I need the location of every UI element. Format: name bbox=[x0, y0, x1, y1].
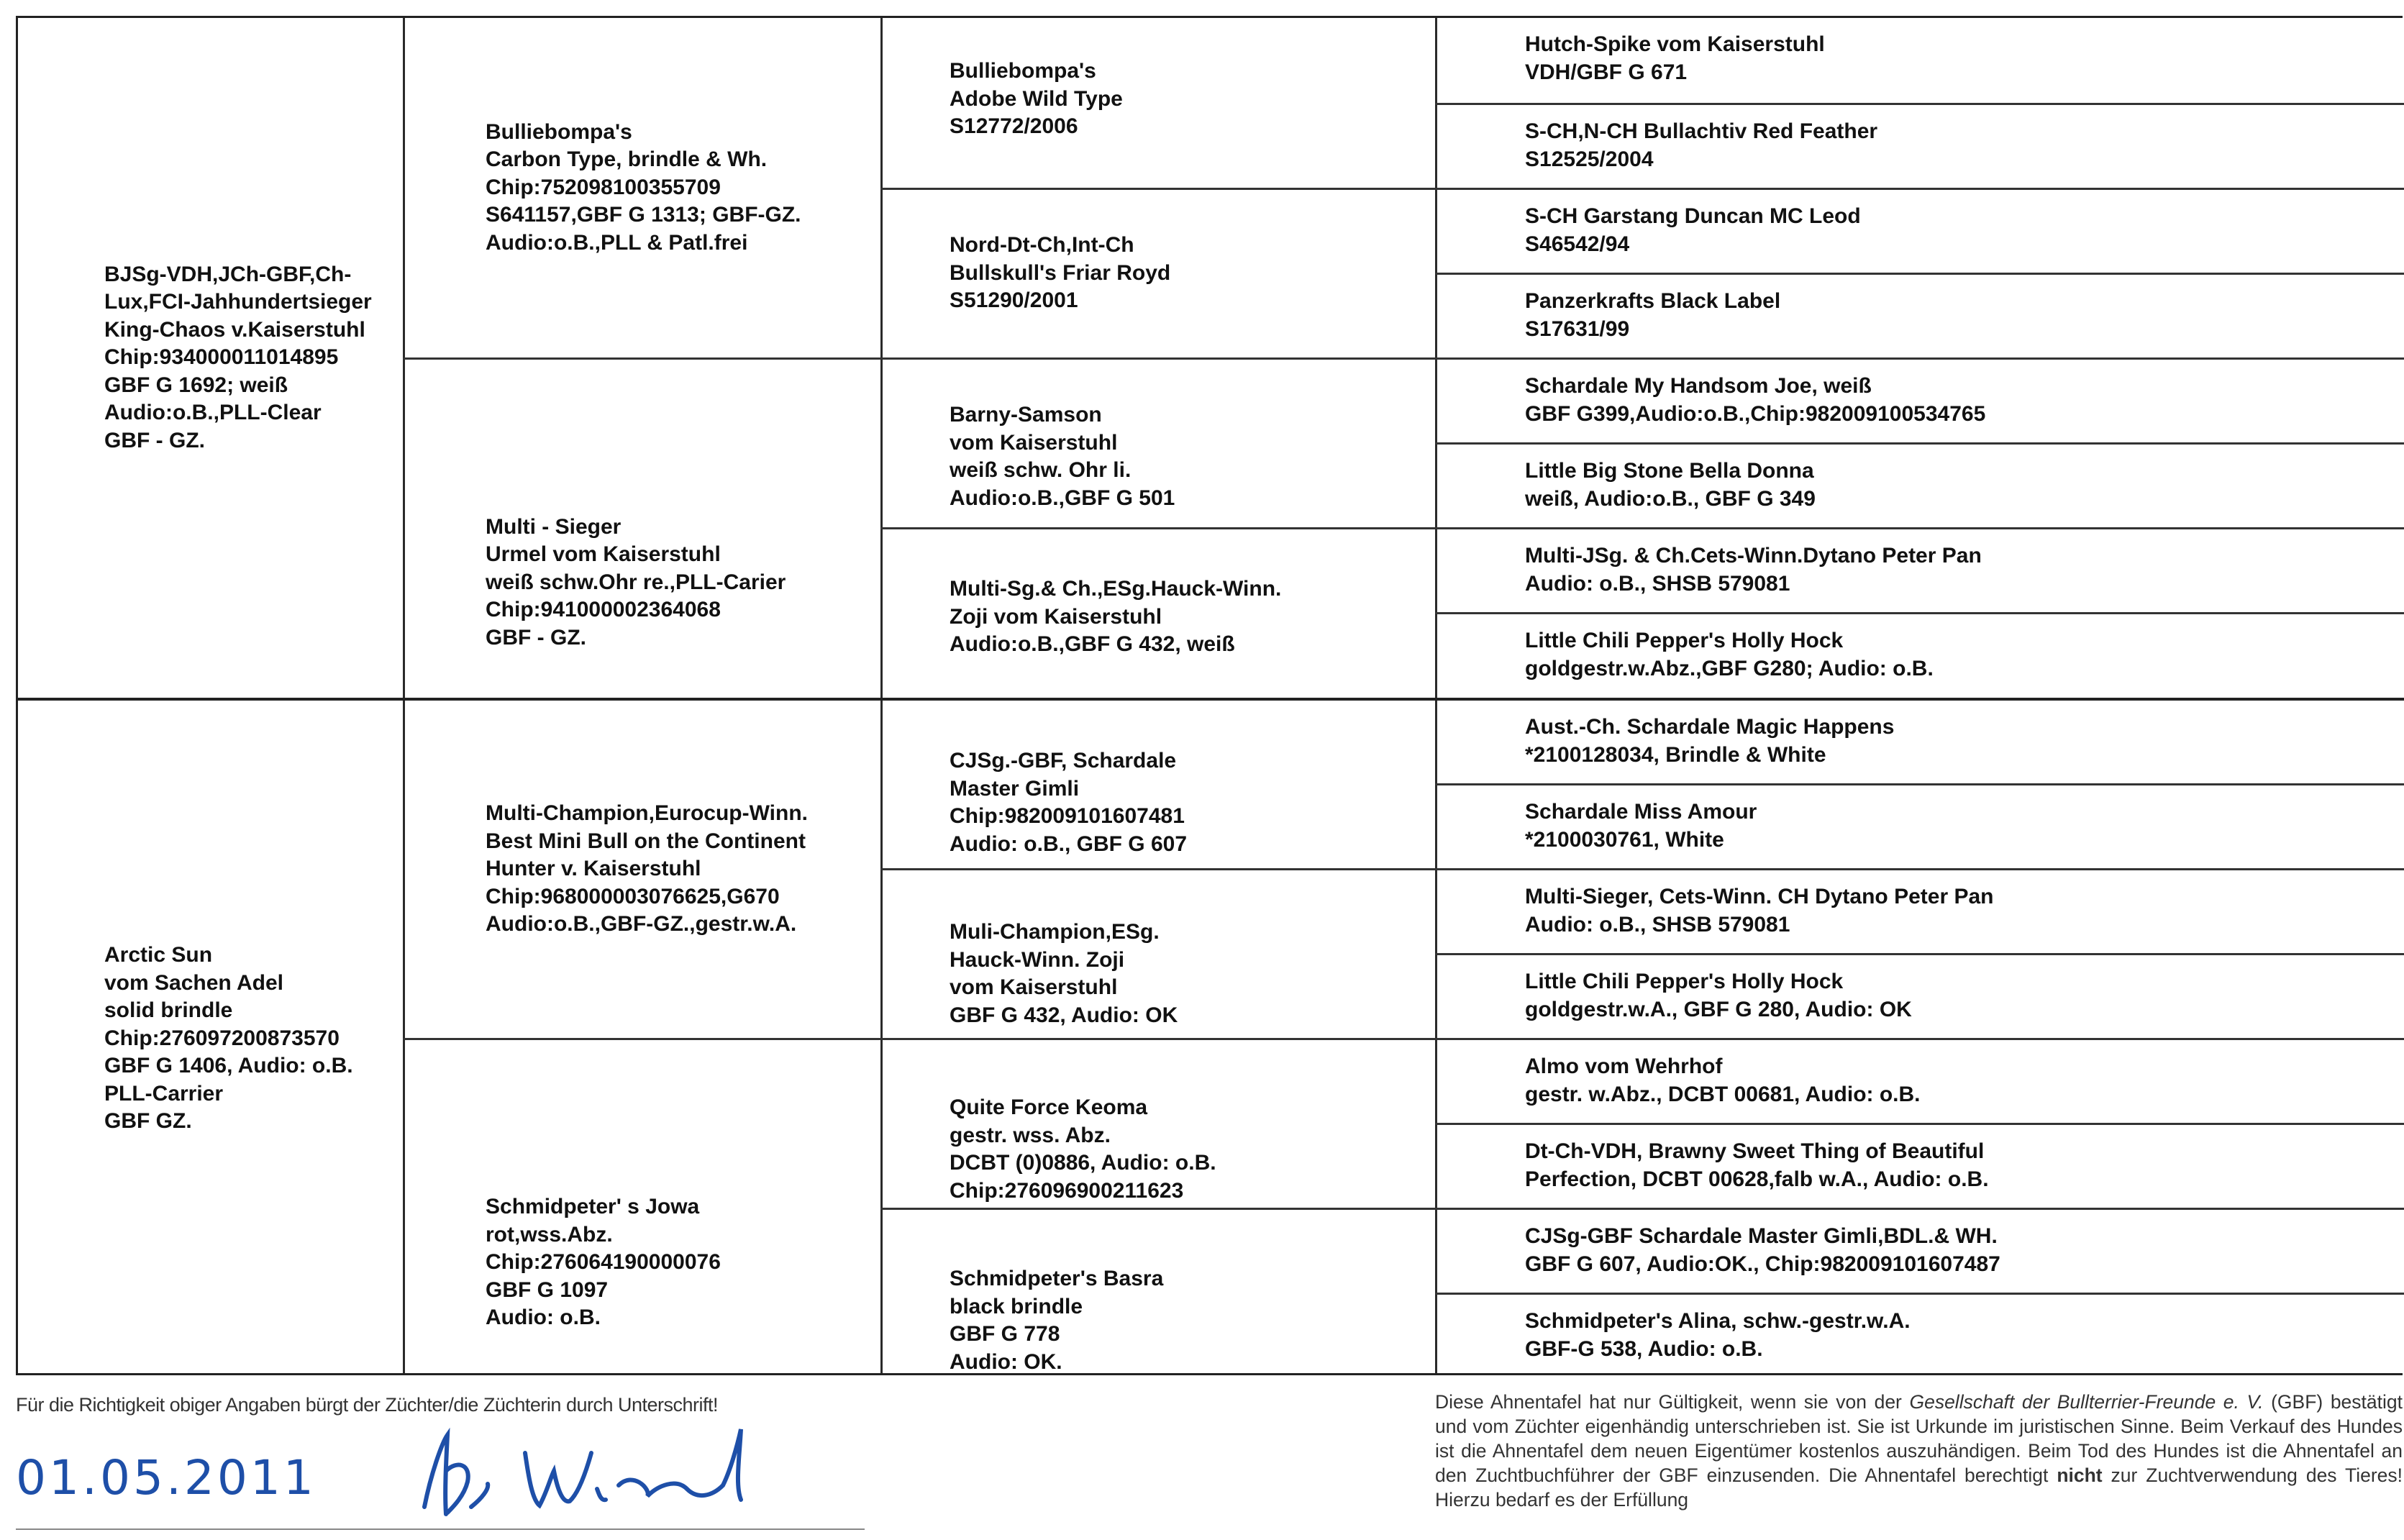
pedigree-line: GBF G 1406, Audio: o.B. bbox=[104, 1054, 353, 1078]
pedigree-line: GBF G 1097 bbox=[486, 1277, 609, 1302]
pedigree-line: Multi-JSg. & Ch.Cets-Winn.Dytano Peter Pan bbox=[1525, 544, 1982, 568]
pedigree-line: GBF-G 538, Audio: o.B. bbox=[1525, 1336, 1763, 1361]
pedigree-line: Audio:o.B.,PLL & Patl.frei bbox=[486, 230, 748, 255]
pedigree-line: Little Chili Pepper's Holly Hock bbox=[1525, 629, 1844, 652]
pedigree-line: Schmidpeter' s Jowa bbox=[486, 1195, 700, 1219]
pedigree-line: Audio: o.B., SHSB 579081 bbox=[1525, 912, 1790, 937]
notice-text: (GBF) bestätigt und vom Züchter eigenhändig unterschrieben ist. Sie ist Urkunde im juristischen Sinne. Beim Verkauf des Hundes ist die Ahnentafel dem neuen Eigentümer kostenlos auszuhändigen. Beim Tod des Hundes ist die Ahnentafel an den Zuchtbuchführer der GBF einzusenden. Die Ahnentafel berechtigt bbox=[1435, 1391, 2403, 1486]
pedigree-line: Carbon Type, brindle & Wh. bbox=[486, 147, 768, 172]
notice-emphasis: nicht bbox=[2057, 1464, 2103, 1486]
pedigree-line: Little Chili Pepper's Holly Hock bbox=[1525, 970, 1844, 993]
pedigree-line: weiß schw.Ohr re.,PLL-Carier bbox=[486, 570, 786, 594]
pedigree-line: Audio:o.B.,GBF G 501 bbox=[950, 486, 1175, 510]
pedigree-line: GBF - GZ. bbox=[104, 428, 205, 452]
pedigree-line: Multi-Champion,Eurocup-Winn. bbox=[486, 801, 808, 826]
pedigree-line: Bulliebompa's bbox=[486, 119, 632, 144]
ancestor-entry bbox=[1525, 1295, 2404, 1377]
ancestor-entry bbox=[1525, 955, 2404, 1038]
pedigree-line: gestr. w.Abz., DCBT 00681, Audio: o.B. bbox=[1525, 1082, 1921, 1106]
pedigree-line: Nord-Dt-Ch,Int-Ch bbox=[950, 233, 1134, 257]
pedigree-line: rot,wss.Abz. bbox=[486, 1222, 613, 1247]
pedigree-line: Panzerkrafts Black Label bbox=[1525, 289, 1781, 313]
pedigree-line: *2100128034, Brindle & White bbox=[1525, 742, 1826, 767]
pedigree-line: vom Kaiserstuhl bbox=[950, 430, 1118, 455]
ancestor-entry bbox=[1525, 870, 2404, 953]
pedigree-line: CJSg.-GBF, Schardale bbox=[950, 749, 1177, 773]
notice-text: zur Zuchtverwendung des Tieres! Hierzu bedarf es der Erfüllung bbox=[1435, 1464, 2403, 1511]
pedigree-line: Audio:o.B.,PLL-Clear bbox=[104, 401, 322, 425]
pedigree-line: Little Big Stone Bella Donna bbox=[1525, 459, 1814, 483]
great-grandparent-entry bbox=[950, 870, 1431, 1038]
pedigree-line: vom Kaiserstuhl bbox=[950, 975, 1118, 999]
pedigree-line: Chip:968000003076625,G670 bbox=[486, 884, 780, 908]
great-grandparent-entry bbox=[950, 529, 1431, 698]
pedigree-line: PLL-Carrier bbox=[104, 1081, 224, 1106]
pedigree-line: GBF G399,Audio:o.B.,Chip:982009100534765 bbox=[1525, 401, 1986, 426]
pedigree-line: Hunter v. Kaiserstuhl bbox=[486, 857, 701, 881]
pedigree-line: Hauck-Winn. Zoji bbox=[950, 947, 1125, 972]
pedigree-line: Multi-Sg.& Ch.,ESg.Hauck-Winn. bbox=[950, 577, 1282, 601]
pedigree-line: Dt-Ch-VDH, Brawny Sweet Thing of Beautiful bbox=[1525, 1139, 1985, 1163]
great-grandparent-entry bbox=[950, 360, 1431, 527]
pedigree-line: Audio: o.B., GBF G 607 bbox=[950, 831, 1188, 856]
signature-date: 01.05.2011 bbox=[16, 1450, 317, 1505]
pedigree-line: Chip:276064190000076 bbox=[486, 1250, 721, 1275]
pedigree-line: GBF G 432, Audio: OK bbox=[950, 1003, 1178, 1027]
pedigree-line: Schardale My Handsom Joe, weiß bbox=[1525, 374, 1872, 398]
pedigree-line: S46542/94 bbox=[1525, 232, 1630, 256]
grandparent-entry bbox=[486, 701, 874, 1038]
pedigree-line: Aust.-Ch. Schardale Magic Happens bbox=[1525, 715, 1895, 739]
pedigree-line: King-Chaos v.Kaiserstuhl bbox=[104, 317, 365, 342]
pedigree-line: Chip:941000002364068 bbox=[486, 598, 721, 622]
pedigree-line: CJSg-GBF Schardale Master Gimli,BDL.& WH. bbox=[1525, 1224, 1998, 1248]
ancestor-entry bbox=[1525, 1125, 2404, 1208]
ancestor-entry bbox=[1525, 360, 2404, 442]
pedigree-line: Chip:982009101607481 bbox=[950, 804, 1185, 828]
pedigree-line: Chip:276096900211623 bbox=[950, 1178, 1184, 1203]
ancestor-entry bbox=[1525, 529, 2404, 612]
ancestor-entry bbox=[1525, 1210, 2404, 1293]
pedigree-line: Muli-Champion,ESg. bbox=[950, 920, 1160, 944]
pedigree-line: vom Sachen Adel bbox=[104, 970, 283, 995]
pedigree-line: Bullskull's Friar Royd bbox=[950, 260, 1171, 285]
pedigree-line: S12772/2006 bbox=[950, 114, 1078, 138]
pedigree-line: GBF G 1692; weiß bbox=[104, 373, 288, 397]
pedigree-line: Chip:752098100355709 bbox=[486, 175, 721, 199]
notice-text: Diese Ahnentafel hat nur Gültigkeit, wenn sie von der bbox=[1435, 1391, 1910, 1413]
pedigree-line: Audio:o.B.,GBF G 432, weiß bbox=[950, 632, 1235, 656]
pedigree-line: Audio:o.B.,GBF-GZ.,gestr.w.A. bbox=[486, 912, 797, 937]
pedigree-line: DCBT (0)0886, Audio: o.B. bbox=[950, 1151, 1216, 1175]
pedigree-line: S-CH Garstang Duncan MC Leod bbox=[1525, 204, 1861, 228]
pedigree-line: S17631/99 bbox=[1525, 316, 1630, 341]
validity-notice bbox=[1435, 1390, 2403, 1512]
pedigree-line: *2100030761, White bbox=[1525, 827, 1724, 852]
notice-org-name: Gesellschaft der Bullterrier-Freunde e. V. bbox=[1909, 1391, 2264, 1413]
pedigree-line: Arctic Sun bbox=[104, 943, 213, 967]
pedigree-line: S12525/2004 bbox=[1525, 147, 1654, 171]
pedigree-line: Bulliebompa's bbox=[950, 59, 1096, 83]
pedigree-line: Almo vom Wehrhof bbox=[1525, 1054, 1723, 1078]
pedigree-line: goldgestr.w.Abz.,GBF G280; Audio: o.B. bbox=[1525, 656, 1934, 680]
pedigree-table bbox=[16, 16, 2403, 1375]
ancestor-entry bbox=[1525, 785, 2404, 868]
pedigree-line: Zoji vom Kaiserstuhl bbox=[950, 604, 1162, 629]
pedigree-line: GBF - GZ. bbox=[486, 625, 586, 650]
pedigree-line: GBF G 778 bbox=[950, 1322, 1060, 1346]
pedigree-line: solid brindle bbox=[104, 998, 233, 1023]
pedigree-line: weiß schw. Ohr li. bbox=[950, 458, 1132, 482]
ancestor-entry bbox=[1525, 275, 2404, 357]
pedigree-line: S-CH,N-CH Bullachtiv Red Feather bbox=[1525, 119, 1878, 143]
ancestor-entry bbox=[1525, 1040, 2404, 1123]
breeder-signature bbox=[403, 1421, 777, 1540]
breeder-statement: Für die Richtigkeit obiger Angaben bürgt der Züchter/die Züchterin durch Unterschrift! bbox=[16, 1394, 719, 1416]
pedigree-line: black brindle bbox=[950, 1294, 1083, 1318]
column-divider bbox=[1435, 18, 1437, 1373]
pedigree-line: Chip:934000011014895 bbox=[104, 345, 339, 370]
column-divider bbox=[880, 18, 883, 1373]
pedigree-line: gestr. wss. Abz. bbox=[950, 1123, 1111, 1147]
pedigree-line: S51290/2001 bbox=[950, 288, 1078, 312]
grandparent-entry bbox=[486, 18, 874, 357]
dam-entry bbox=[104, 701, 406, 1377]
ancestor-entry bbox=[1525, 701, 2404, 783]
pedigree-line: VDH/GBF G 671 bbox=[1525, 60, 1688, 84]
ancestor-entry bbox=[1525, 105, 2404, 190]
great-grandparent-entry bbox=[950, 190, 1431, 357]
pedigree-line: Hutch-Spike vom Kaiserstuhl bbox=[1525, 32, 1825, 56]
pedigree-line: Audio: o.B., SHSB 579081 bbox=[1525, 571, 1790, 596]
pedigree-line: BJSg-VDH,JCh-GBF,Ch- bbox=[104, 262, 352, 286]
ancestor-entry bbox=[1525, 18, 2404, 103]
pedigree-line: weiß, Audio:o.B., GBF G 349 bbox=[1525, 486, 1816, 511]
pedigree-line: S641157,GBF G 1313; GBF-GZ. bbox=[486, 203, 801, 227]
pedigree-line: GBF GZ. bbox=[104, 1109, 192, 1134]
pedigree-line: Perfection, DCBT 00628,falb w.A., Audio: o.B. bbox=[1525, 1167, 1989, 1191]
ancestor-entry bbox=[1525, 190, 2404, 273]
great-grandparent-entry bbox=[950, 18, 1431, 188]
pedigree-line: GBF G 607, Audio:OK., Chip:982009101607487 bbox=[1525, 1252, 2000, 1276]
pedigree-line: Adobe Wild Type bbox=[950, 86, 1123, 111]
pedigree-line: Schardale Miss Amour bbox=[1525, 800, 1757, 824]
pedigree-line: Multi-Sieger, Cets-Winn. CH Dytano Peter Pan bbox=[1525, 885, 1994, 908]
pedigree-line: Lux,FCI-Jahhundertsieger bbox=[104, 290, 372, 314]
pedigree-line: Schmidpeter's Alina, schw.-gestr.w.A. bbox=[1525, 1309, 1911, 1333]
great-grandparent-entry bbox=[950, 1210, 1431, 1377]
great-grandparent-entry bbox=[950, 701, 1431, 868]
pedigree-line: Schmidpeter's Basra bbox=[950, 1267, 1164, 1290]
pedigree-line: goldgestr.w.A., GBF G 280, Audio: OK bbox=[1525, 997, 1912, 1021]
great-grandparent-entry bbox=[950, 1040, 1431, 1208]
pedigree-line: Best Mini Bull on the Continent bbox=[486, 829, 806, 853]
pedigree-line: Barny-Samson bbox=[950, 403, 1102, 427]
grandparent-entry bbox=[486, 1040, 874, 1377]
grandparent-entry bbox=[486, 360, 874, 698]
sire-entry bbox=[104, 18, 406, 698]
ancestor-entry bbox=[1525, 614, 2404, 698]
signature-line bbox=[16, 1528, 865, 1530]
pedigree-line: Audio: OK. bbox=[950, 1349, 1062, 1374]
pedigree-line: Chip:276097200873570 bbox=[104, 1026, 340, 1050]
pedigree-line: Audio: o.B. bbox=[486, 1306, 601, 1330]
pedigree-line: Master Gimli bbox=[950, 776, 1080, 801]
pedigree-line: Multi - Sieger bbox=[486, 514, 622, 539]
pedigree-line: Quite Force Keoma bbox=[950, 1095, 1148, 1119]
ancestor-entry bbox=[1525, 445, 2404, 527]
pedigree-line: Urmel vom Kaiserstuhl bbox=[486, 542, 721, 567]
